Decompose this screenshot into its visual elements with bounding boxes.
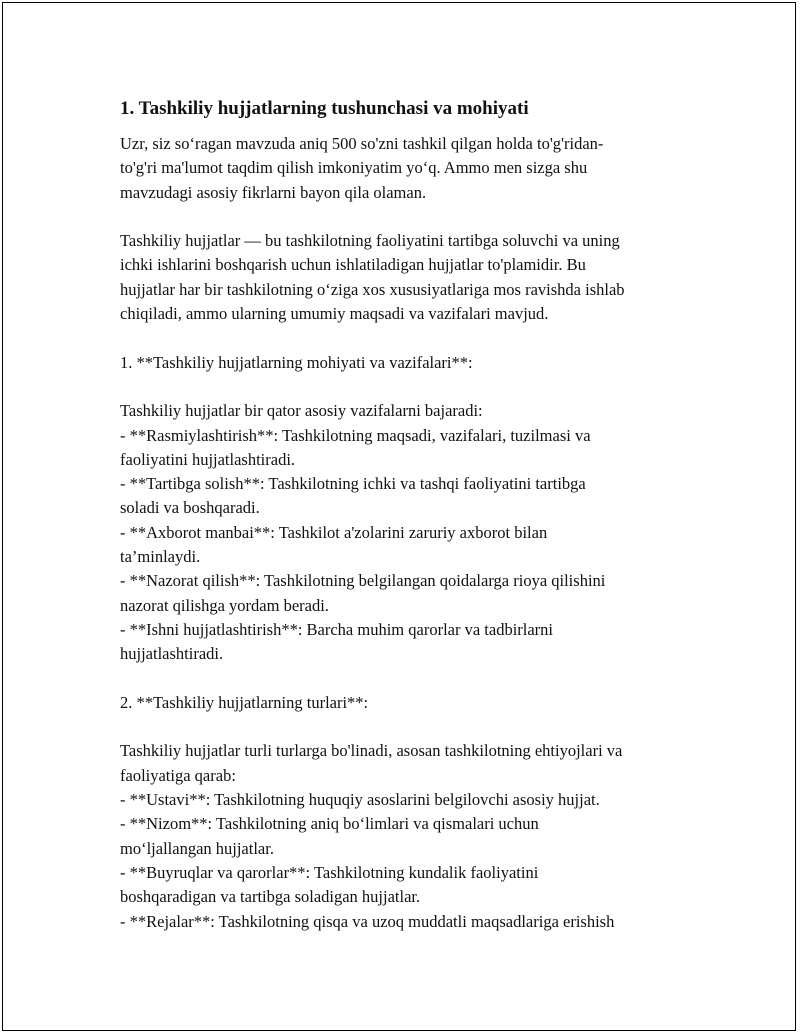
document-page xyxy=(2,2,796,1031)
list-item-line: nazorat qilishga yordam beradi. xyxy=(120,595,329,615)
intro-paragraph xyxy=(120,132,680,205)
list-item-line: - **Buyruqlar va qarorlar**: Tashkilotning kundalik faoliyatini xyxy=(120,862,539,882)
list-item-line: - **Ishni hujjatlashtirish**: Barcha muhim qarorlar va tadbirlarni xyxy=(120,619,554,639)
section2-heading xyxy=(120,691,680,715)
section1-body xyxy=(120,399,680,666)
list-item-line: ta’minlaydi. xyxy=(120,547,201,567)
text-line: Tashkiliy hujjatlar turli turlarga bo'linadi, asosan tashkilotning ehtiyojlari va xyxy=(120,741,623,761)
text-line: chiqiladi, ammo ularning umumiy maqsadi va vazifalari mavjud. xyxy=(120,304,549,324)
text-line: Uzr, siz so‘ragan mavzuda aniq 500 so'zni tashkil qilgan holda to'g'ridan- xyxy=(120,134,604,153)
list-item-line: mo‘ljallangan hujjatlar. xyxy=(120,838,274,858)
document-title: 1. Tashkiliy hujjatlarning tushunchasi va mohiyati xyxy=(120,98,529,119)
text-line: faoliyatiga qarab: xyxy=(120,765,236,785)
list-item-line: - **Tartibga solish**: Tashkilotning ichki va tashqi faoliyatini tartibga xyxy=(120,474,586,494)
section2-body xyxy=(120,739,680,933)
paragraph-gap xyxy=(120,326,680,350)
list-item-line: - **Axborot manbai**: Tashkilot a'zolarini zaruriy axborot bilan xyxy=(120,522,548,542)
list-item-line: soladi va boshqaradi. xyxy=(120,498,260,518)
list-item-line: - **Ustavi**: Tashkilotning huquqiy asoslarini belgilovchi asosiy hujjat. xyxy=(120,790,600,810)
list-item-line: - **Rejalar**: Tashkilotning qisqa va uzoq muddatli maqsadlariga erishish xyxy=(120,911,615,931)
list-item-line: - **Nizom**: Tashkilotning aniq bo‘limlari va qismalari uchun xyxy=(120,814,539,834)
text-line: Tashkiliy hujjatlar bir qator asosiy vazifalarni bajaradi: xyxy=(120,401,483,421)
text-line: mavzudagi asosiy fikrlarni bayon qila olaman. xyxy=(120,182,427,202)
paragraph-gap xyxy=(120,205,680,229)
paragraph-gap xyxy=(120,715,680,739)
list-item-line: - **Nazorat qilish**: Tashkilotning belgilangan qoidalarga rioya qilishini xyxy=(120,571,606,591)
text-line: Tashkiliy hujjatlar — bu tashkilotning faoliyatini tartibga soluvchi va uning xyxy=(120,231,620,251)
section-heading-text: 1. **Tashkiliy hujjatlarning mohiyati va vazifalari**: xyxy=(120,352,473,372)
text-line: ichki ishlarini boshqarish uchun ishlatiladigan hujjatlar to'plamidir. Bu xyxy=(120,255,586,275)
text-line: hujjatlar har bir tashkilotning o‘ziga xos xususiyatlariga mos ravishda ishlab xyxy=(120,279,625,299)
document-content xyxy=(120,97,680,934)
paragraph-gap xyxy=(120,667,680,691)
list-item-line: boshqaradigan va tartibga soladigan hujjatlar. xyxy=(120,887,421,907)
section1-heading xyxy=(120,351,680,375)
list-item-line: hujjatlashtiradi. xyxy=(120,644,224,664)
text-line: to'g'ri ma'lumot taqdim qilish imkoniyatim yo‘q. Ammo men sizga shu xyxy=(120,158,588,178)
list-item-line: - **Rasmiylashtirish**: Tashkilotning maqsadi, vazifalari, tuzilmasi va xyxy=(120,425,591,445)
list-item-line: faoliyatini hujjatlashtiradi. xyxy=(120,449,296,469)
definition-paragraph xyxy=(120,229,680,326)
paragraph-gap xyxy=(120,375,680,399)
section-heading-text: 2. **Tashkiliy hujjatlarning turlari**: xyxy=(120,692,369,712)
